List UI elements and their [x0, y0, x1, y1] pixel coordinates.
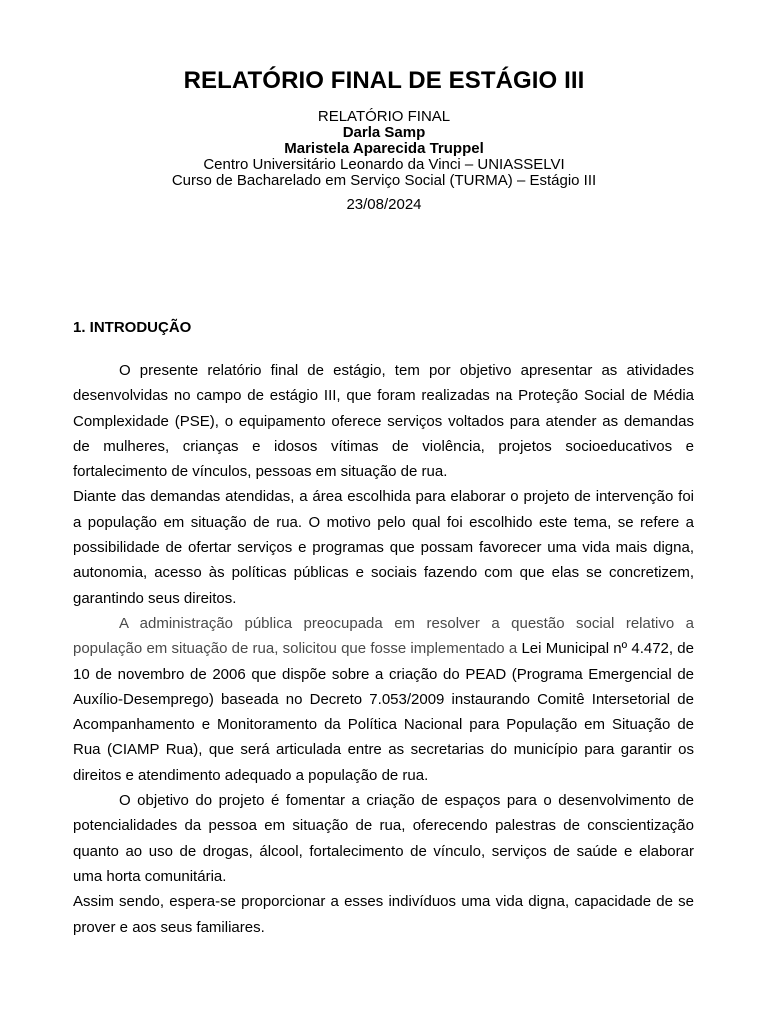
document-date: 23/08/2024	[346, 196, 422, 213]
advisor-name: Maristela Aparecida Truppel	[284, 140, 484, 157]
paragraph: Assim sendo, espera-se proporcionar a esses indivíduos uma vida digna, capacidade de se prover e aos seus familiares.	[73, 893, 694, 936]
document-header	[0, 64, 768, 213]
paragraph: Diante das demandas atendidas, a área escolhida para elaborar o projeto de intervenção foi a população em situação de rua. O motivo pelo qual foi escolhido este tema, se refere a possibilidade de ofertar serviços e programas que possam favorecer uma vida mais digna, autonomia, acesso às políticas públicas e sociais fazendo com que elas se concretizem, garantindo seus direitos.	[73, 488, 694, 607]
document-title: RELATÓRIO FINAL DE ESTÁGIO III	[183, 67, 585, 94]
paragraph	[73, 611, 694, 788]
course-name: Curso de Bacharelado em Serviço Social (TURMA) – Estágio III	[171, 172, 597, 189]
paragraph: O presente relatório final de estágio, tem por objetivo apresentar as atividades desenvolvidas no campo de estágio III, que foram realizadas na Proteção Social de Média Complexidade (PSE), o equipamento oferece serviços voltados para atender as demandas de mulheres, crianças e idosos vítimas de violência, projetos socioeducativos e fortalecimento de vínculos, pessoas em situação de rua.	[73, 362, 694, 481]
paragraph-segment: Lei Municipal nº 4.472, de 10 de novembro de 2006 que dispõe sobre a criação do PEAD (Programa Emergencial de Auxílio-Desemprego) baseada no Decreto 7.053/2009 instaurando Comitê Intersetorial de Acompanhamento e Monitoramento da Política Nacional para População em Situação de Rua (CIAMP Rua), que será articulada entre as secretarias do município para garantir os direitos e atendimento adequado a população de rua.	[73, 640, 694, 784]
paragraph-segment: A administração pública preocupada em resolver a questão social relativo a população em situação de rua, solicitou que fosse implementado a	[73, 614, 694, 658]
section-body	[73, 358, 694, 940]
institution-name: Centro Universitário Leonardo da Vinci – UNIASSELVI	[203, 156, 565, 173]
document-subtitle: RELATÓRIO FINAL	[317, 108, 451, 125]
author-name: Darla Samp	[342, 124, 426, 141]
paragraph: O objetivo do projeto é fomentar a criação de espaços para o desenvolvimento de potencialidades da pessoa em situação de rua, oferecendo palestras de conscientização quanto ao uso de drogas, álcool, fortalecimento de vínculo, serviços de saúde e elaborar uma horta comunitária.	[73, 792, 694, 885]
section-heading: 1. INTRODUÇÃO	[73, 319, 192, 336]
